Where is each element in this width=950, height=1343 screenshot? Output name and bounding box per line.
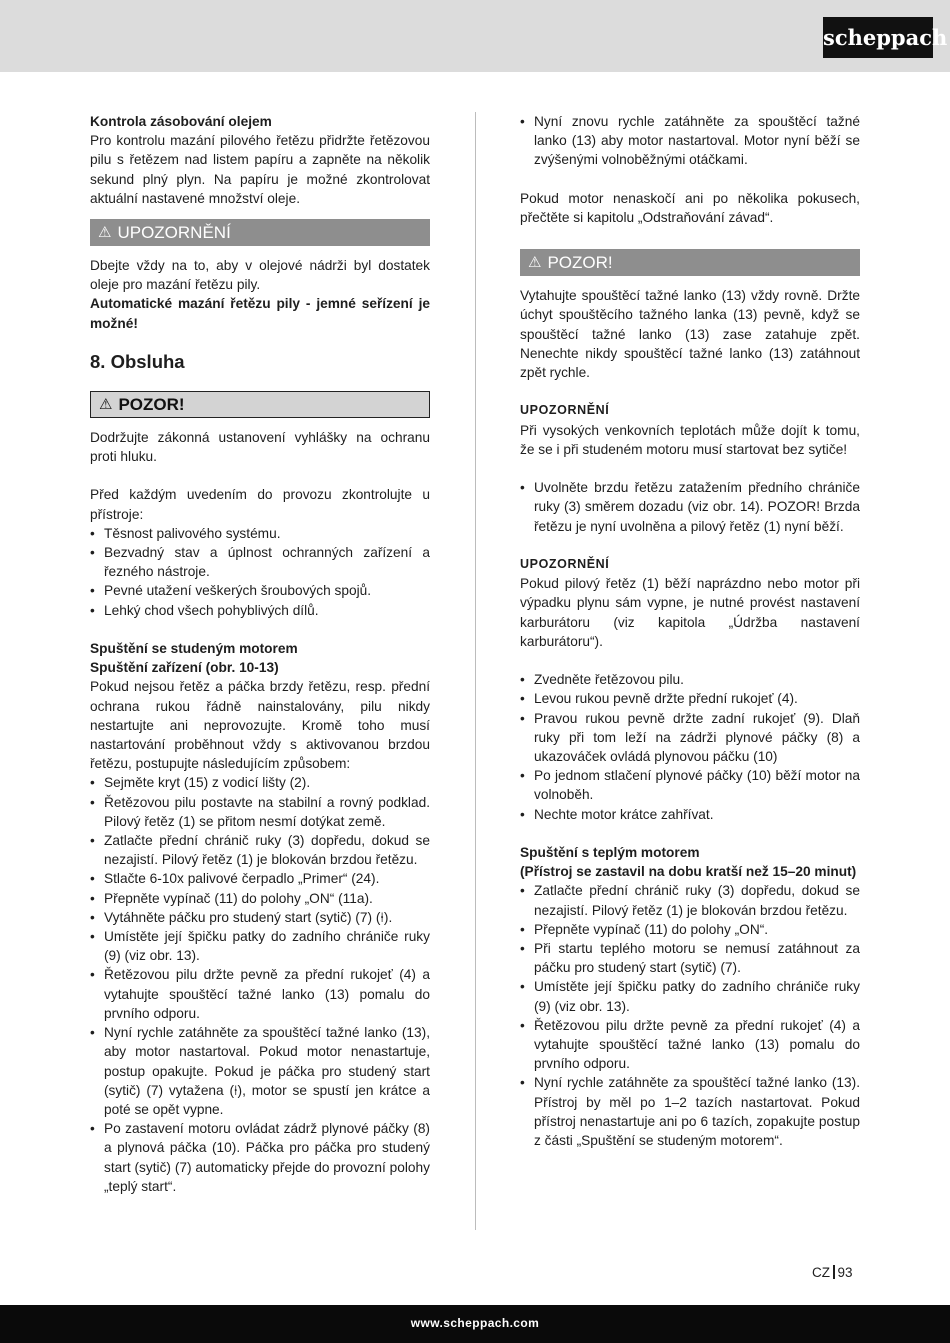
list-item: • Stlačte 6-10x palivové čerpadlo „Primer“ (24).	[90, 869, 430, 888]
list-item: • Po jednom stlačení plynové páčky (10) běží motor na volnoběh.	[520, 766, 860, 804]
note-text: Pokud pilový řetěz (1) běží naprázdno nebo motor při výpadku plynu sám vypne, je nutné provést nastavení karburátoru (viz kapitola „Údržba nastavení karburátoru“).	[520, 576, 860, 649]
list-item: • Sejměte kryt (15) z vodicí lišty (2).	[90, 773, 430, 792]
list-item: • Po zastavení motoru ovládat zádrž plynové páčky (8) a plynová páčka (10). Páčka pro páčka pro studený start (sytič) (7) automaticky přejde do provozní polohy „teplý start“.	[90, 1119, 430, 1196]
warning-triangle-icon: ⚠	[98, 223, 112, 241]
warning-banner	[90, 219, 430, 246]
caution-text: Dodržujte zákonná ustanovení vyhlášky na ochranu proti hluku.	[90, 429, 430, 465]
header-band	[0, 0, 950, 72]
warm-start-subtitle: (Přístroj se zastavil na dobu kratší než 15–20 minut)	[520, 864, 857, 880]
warning-bold-text: Automatické mazání řetězu pily - jemné seřízení je možné!	[90, 296, 430, 331]
caution-banner	[90, 391, 430, 418]
list-item: • Řetězovou pilu postavte na stabilní a rovný podklad. Pilový řetěz (1) se přitom nesmí dotýkat země.	[90, 793, 430, 831]
page-lang: CZ	[812, 1265, 830, 1280]
note-text: Při vysokých venkovních teplotách může dojít k tomu, že se i při studeném motoru musí startovat bez sytiče!	[520, 422, 860, 457]
list-item: • Umístěte její špičku patky do zadního chrániče ruky (9) (viz obr. 13).	[520, 977, 860, 1015]
list-item: • Nechte motor krátce zahřívat.	[520, 805, 860, 824]
cold-start-steps	[90, 773, 430, 1195]
caution-banner-label: POZOR!	[547, 253, 613, 273]
list-item: • Vytáhněte páčku pro studený start (sytič) (7) (⍿).	[90, 908, 430, 927]
list-item: • Levou rukou pevně držte přední rukojeť (4).	[520, 689, 860, 708]
continued-list	[520, 112, 860, 170]
list-item: • Zatlačte přední chránič ruky (3) dopředu, dokud se nezajistí. Pilový řetěz (1) je blokován brzdou řetězu.	[90, 831, 430, 869]
warm-start-steps	[520, 881, 860, 1150]
brake-list	[520, 478, 860, 536]
cold-start-title: Spuštění se studeným motorem	[90, 641, 298, 657]
warning-text: Dbejte vždy na to, aby v olejové nádrži byl dostatek oleje pro mazání řetězu pily.	[90, 258, 430, 293]
list-item: • Nyní rychle zatáhněte za spouštěcí tažné lanko (13), aby motor nastartoval. Pokud motor nenastartuje, postup opakujte. Pokud je páčka pro studený start (sytič) (7) vytažena (⍿), motor se spustí jen krátce a poté se opět vypne.	[90, 1023, 430, 1119]
brand-logo: scheppach	[823, 17, 933, 58]
list-item: • Těsnost palivového systému.	[90, 524, 430, 543]
cold-start-subtitle: Spuštění zařízení (obr. 10-13)	[90, 660, 279, 676]
list-item: • Pevné utažení veškerých šroubových spojů.	[90, 581, 430, 600]
right-column	[520, 112, 860, 1150]
list-item: • Zatlačte přední chránič ruky (3) dopředu, dokud se nezajistí. Pilový řetěz (1) je blokován brzdou řetězu.	[520, 881, 860, 919]
caution-text: Vytahujte spouštěcí tažné lanko (13) vždy rovně. Držte úchyt spouštěcího tažného lanka (13) pevně, když se spouštěcí tažné lanko (13) zase zatahuje zpět. Nenechte nikdy spouštěcí tažné lanko (13) zatáhnout zpět rychle.	[520, 288, 860, 381]
list-item: • Lehký chod všech pohyblivých dílů.	[90, 601, 430, 620]
check-list	[90, 524, 430, 620]
left-column	[90, 112, 430, 1196]
note-heading: UPOZORNĚNÍ	[520, 403, 610, 418]
warning-banner-label: UPOZORNĚNÍ	[117, 222, 231, 242]
operation-steps	[520, 670, 860, 824]
warning-triangle-icon: ⚠	[528, 254, 542, 272]
list-item: • Přepněte vypínač (11) do polohy „ON“.	[520, 920, 860, 939]
warm-start-title: Spuštění s teplým motorem	[520, 845, 700, 861]
list-item: • Nyní rychle zatáhněte za spouštěcí tažné lanko (13). Přístroj by měl po 1–2 tazích nastartovat. Pokud přístroj nenastartuje ani po 6 tazích, zopakujte postup z části „Spuštění se studeným motorem“.	[520, 1073, 860, 1150]
caution-banner-label: POZOR!	[118, 394, 185, 414]
column-divider	[475, 112, 476, 1230]
check-intro: Před každým uvedením do provozu zkontrolujte u přístroje:	[90, 487, 430, 522]
list-item: • Řetězovou pilu držte pevně za přední rukojeť (4) a vytahujte spouštěcí tažné lanko (13) pomalu do prvního odporu.	[90, 965, 430, 1023]
list-item: • Pravou rukou pevně držte zadní rukojeť (9). Dlaň ruky při tom leží na zádrži plynové páčky (8) a ukazováček ovládá plynovou páčku (10)	[520, 709, 860, 767]
caution-banner	[520, 249, 860, 276]
list-item: • Zvedněte řetězovou pilu.	[520, 670, 860, 689]
list-item: • Umístěte její špičku patky do zadního chrániče ruky (9) (viz obr. 13).	[90, 927, 430, 965]
section-title: 8. Obsluha	[90, 350, 185, 372]
list-item: • Bezvadný stav a úplnost ochranných zařízení a řezného nástroje.	[90, 543, 430, 581]
list-item: • Nyní znovu rychle zatáhněte za spouštěcí tažné lanko (13) aby motor nastartoval. Motor nyní běží se zvýšenými volnoběžnými otáčkami.	[520, 112, 860, 170]
footer-bar	[0, 1305, 950, 1343]
list-item: • Přepněte vypínač (11) do polohy „ON“ (11a).	[90, 889, 430, 908]
page-number-value: 93	[837, 1265, 853, 1280]
warning-triangle-icon: ⚠	[99, 395, 113, 413]
oil-check-text: Pro kontrolu mazání pilového řetězu přidržte řetězovou pilu s řetězem nad listem papíru a zapněte na několik sekund plný plyn. Na papíru je možné zkontrolovat aktuální nastavené množství oleje.	[90, 133, 430, 206]
list-item: • Uvolněte brzdu řetězu zatažením předního chrániče ruky (3) směrem dozadu (viz obr. 14). POZOR! Brzda řetězu je nyní uvolněna a pilový řetěz (1) nyní běží.	[520, 478, 860, 536]
cold-start-text: Pokud nejsou řetěz a páčka brzdy řetězu, resp. přední ochrana rukou řádně nainstalovány, pilu nikdy nestartujte ani neprovozujte. Kromě toho musí nastartování proběhnout vždy s aktivovanou brzdou řetězu, postupujte následujícím způsobem:	[90, 679, 430, 772]
footer-url[interactable]: www.scheppach.com	[410, 1316, 540, 1330]
list-item: • Při startu teplého motoru se nemusí zatáhnout za páčku pro studený start (sytič) (7).	[520, 939, 860, 977]
note-heading: UPOZORNĚNÍ	[520, 557, 610, 571]
retry-text: Pokud motor nenaskočí ani po několika pokusech, přečtěte si kapitolu „Odstraňování závad“.	[520, 190, 860, 225]
oil-check-title: Kontrola zásobování olejem	[90, 114, 272, 129]
page-separator	[833, 1265, 835, 1279]
page-number	[812, 1265, 853, 1280]
list-item: • Řetězovou pilu držte pevně za přední rukojeť (4) a vytahujte spouštěcí tažné lanko (13) pomalu do prvního odporu.	[520, 1016, 860, 1074]
